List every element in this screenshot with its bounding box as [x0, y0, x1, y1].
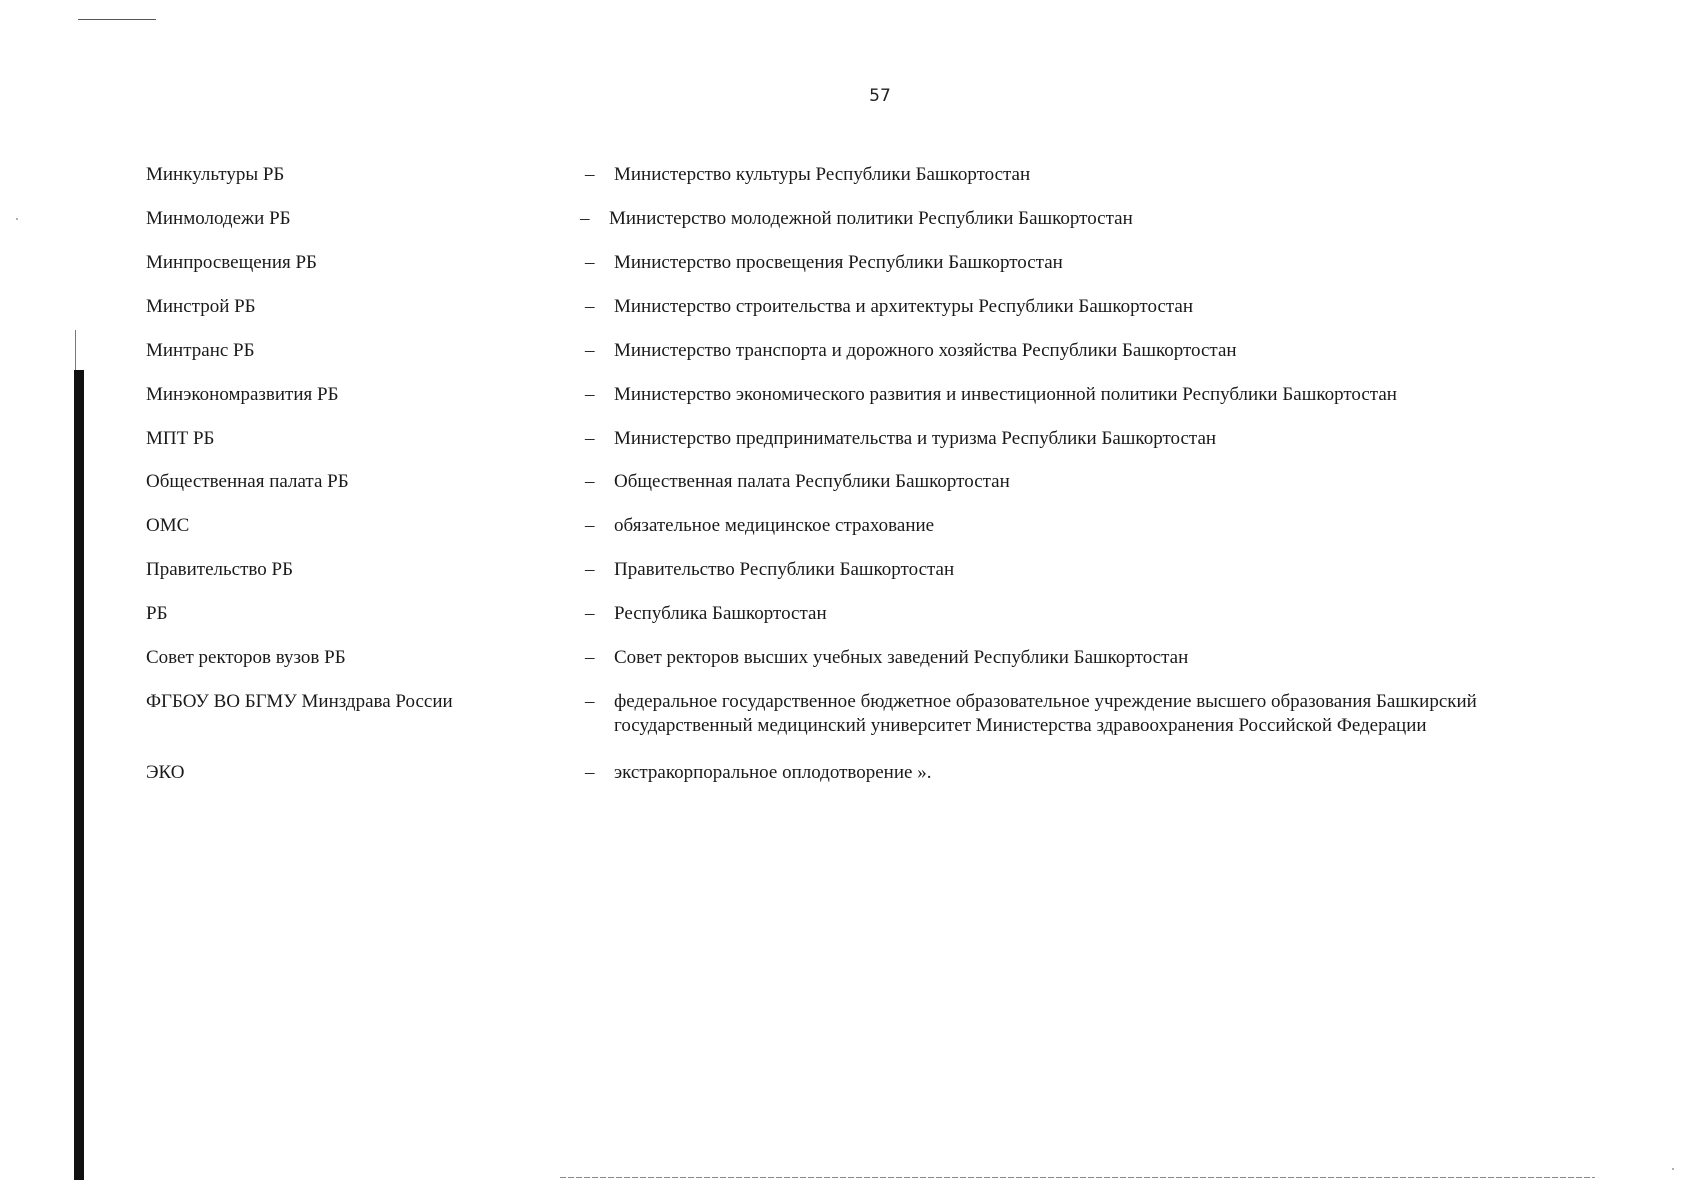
definition: Министерство культуры Республики Башкортостан	[614, 164, 1031, 185]
abbreviation: Минстрой РБ	[146, 296, 256, 317]
abbreviation: МПТ РБ	[146, 428, 215, 449]
abbreviation: Минпросвещения РБ	[146, 252, 317, 273]
definition: Совет ректоров высших учебных заведений Республики Башкортостан	[614, 647, 1189, 668]
separator-dash: –	[585, 164, 595, 185]
definition: Министерство просвещения Республики Башкортостан	[614, 252, 1063, 273]
definition: обязательное медицинское страхование	[614, 515, 935, 536]
separator-dash: –	[585, 762, 595, 783]
separator-dash: –	[585, 691, 595, 712]
separator-dash: –	[585, 340, 595, 361]
definition: Министерство экономического развития и инвестиционной политики Республики Башкортостан	[614, 384, 1397, 405]
definition: Правительство Республики Башкортостан	[614, 559, 955, 580]
definition: Министерство транспорта и дорожного хозяйства Республики Башкортостан	[614, 340, 1237, 361]
abbreviation: ФГБОУ ВО БГМУ Минздрава России	[146, 691, 453, 712]
definition: Министерство молодежной политики Республики Башкортостан	[609, 208, 1133, 229]
definition: Республика Башкортостан	[614, 603, 827, 624]
separator-dash: –	[585, 252, 595, 273]
abbreviation: Общественная палата РБ	[146, 471, 349, 492]
definition: экстракорпоральное оплодотворение ».	[614, 762, 932, 783]
definition: Министерство предпринимательства и туризма Республики Башкортостан	[614, 428, 1217, 449]
scan-artifact-dot	[16, 218, 18, 220]
scan-artifact-left-thin-line	[75, 330, 76, 375]
abbreviation: Совет ректоров вузов РБ	[146, 647, 346, 668]
abbreviation: РБ	[146, 603, 168, 624]
separator-dash: –	[585, 296, 595, 317]
definition: Общественная палата Республики Башкортостан	[614, 471, 1010, 492]
scan-artifact-top-line	[78, 19, 156, 20]
separator-dash: –	[585, 647, 595, 668]
abbreviation: Минэкономразвития РБ	[146, 384, 339, 405]
scan-artifact-left-bar	[74, 370, 84, 1180]
abbreviation: Минкультуры РБ	[146, 164, 285, 185]
separator-dash: –	[580, 208, 590, 229]
abbreviation: Минтранс РБ	[146, 340, 255, 361]
separator-dash: –	[585, 603, 595, 624]
page-number: 57	[869, 86, 891, 106]
separator-dash: –	[585, 471, 595, 492]
definition: федеральное государственное бюджетное образовательное учреждение высшего образования Башкирский государственный медицинский университет Министерства здравоохранения Российской Федерации	[614, 691, 1477, 736]
abbreviation: ОМС	[146, 515, 190, 536]
abbreviation: Правительство РБ	[146, 559, 293, 580]
separator-dash: –	[585, 384, 595, 405]
definition: Министерство строительства и архитектуры Республики Башкортостан	[614, 296, 1194, 317]
separator-dash: –	[585, 559, 595, 580]
abbreviation: ЭКО	[146, 762, 185, 783]
separator-dash: –	[585, 428, 595, 449]
separator-dash: –	[585, 515, 595, 536]
scan-artifact-bottom-line	[560, 1177, 1595, 1178]
abbreviation: Минмолодежи РБ	[146, 208, 291, 229]
scan-artifact-dot	[1672, 1168, 1674, 1170]
